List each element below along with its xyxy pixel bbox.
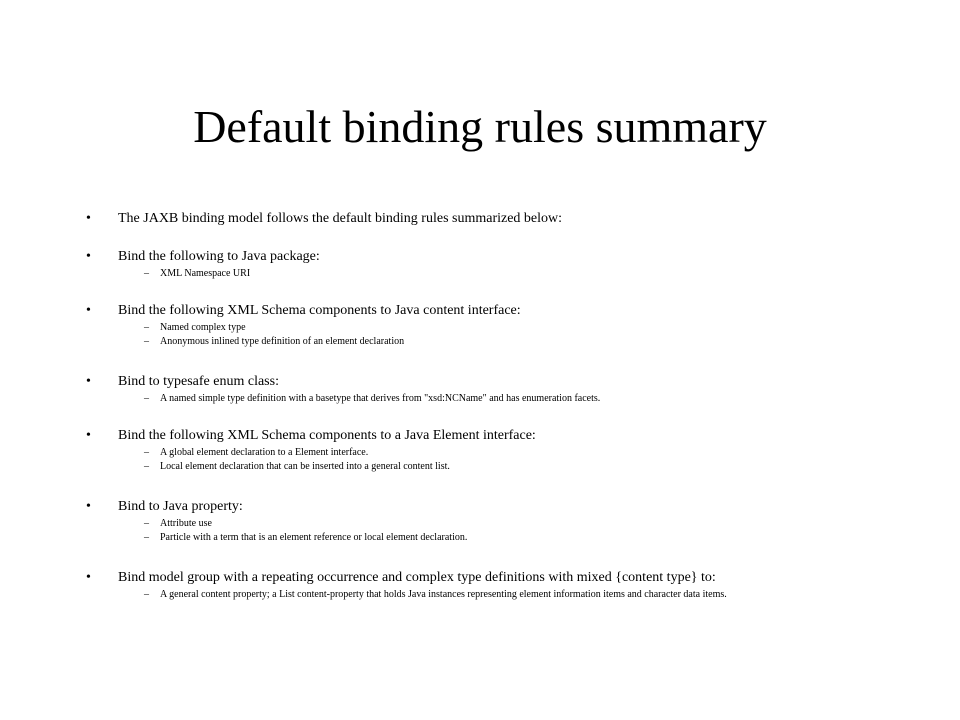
dash-icon: – <box>144 518 149 529</box>
bullet-text: Bind the following XML Schema components to a Java Element interface: <box>118 428 536 443</box>
sub-item <box>86 518 886 529</box>
bullet-icon: • <box>86 211 91 226</box>
bullet-icon: • <box>86 570 91 585</box>
bullet-text: Bind to typesafe enum class: <box>118 374 279 389</box>
dash-icon: – <box>144 589 149 600</box>
sub-item <box>86 268 886 279</box>
bullet-text: Bind the following to Java package: <box>118 249 320 264</box>
dash-icon: – <box>144 336 149 347</box>
dash-icon: – <box>144 461 149 472</box>
sub-item <box>86 322 886 333</box>
sub-item-text: Particle with a term that is an element reference or local element declaration. <box>160 532 468 543</box>
sub-item <box>86 461 886 472</box>
bullet-text: Bind the following XML Schema components to Java content interface: <box>118 303 521 318</box>
sub-item-text: XML Namespace URI <box>160 268 251 279</box>
dash-icon: – <box>144 447 149 458</box>
sub-item-text: A global element declaration to a Element interface. <box>160 447 369 458</box>
bullet-item-java-package <box>86 249 886 279</box>
sub-item <box>86 393 886 404</box>
bullet-item-model-group <box>86 570 886 600</box>
bullet-text: Bind to Java property: <box>118 499 243 514</box>
sub-item <box>86 532 886 543</box>
bullet-icon: • <box>86 499 91 514</box>
bullet-text: The JAXB binding model follows the default binding rules summarized below: <box>118 211 563 226</box>
dash-icon: – <box>144 532 149 543</box>
sub-item <box>86 589 886 600</box>
slide-title: Default binding rules summary <box>193 101 767 152</box>
dash-icon: – <box>144 393 149 404</box>
bullet-item-content-interface <box>86 303 886 347</box>
sub-item-text: Local element declaration that can be inserted into a general content list. <box>160 461 450 472</box>
bullet-icon: • <box>86 303 91 318</box>
sub-item-text: Attribute use <box>160 518 212 529</box>
sub-item-text: A named simple type definition with a basetype that derives from "xsd:NCName" and has enumeration facets. <box>160 393 601 404</box>
bullet-icon: • <box>86 374 91 389</box>
sub-item <box>86 447 886 458</box>
bullet-icon: • <box>86 428 91 443</box>
bullet-item-enum-class <box>86 374 886 404</box>
bullet-text: Bind model group with a repeating occurrence and complex type definitions with mixed {content type} to: <box>118 570 716 585</box>
sub-item-text: Anonymous inlined type definition of an element declaration <box>160 336 405 347</box>
sub-item-text: Named complex type <box>160 322 246 333</box>
sub-item-text: A general content property; a List content-property that holds Java instances representing element information items and character data items. <box>160 589 727 600</box>
dash-icon: – <box>144 322 149 333</box>
bullet-item-element-interface <box>86 428 886 472</box>
bullet-item-java-property <box>86 499 886 543</box>
bullet-item-jaxb-model <box>86 211 886 227</box>
bullet-icon: • <box>86 249 91 264</box>
dash-icon: – <box>144 268 149 279</box>
sub-item <box>86 336 886 347</box>
